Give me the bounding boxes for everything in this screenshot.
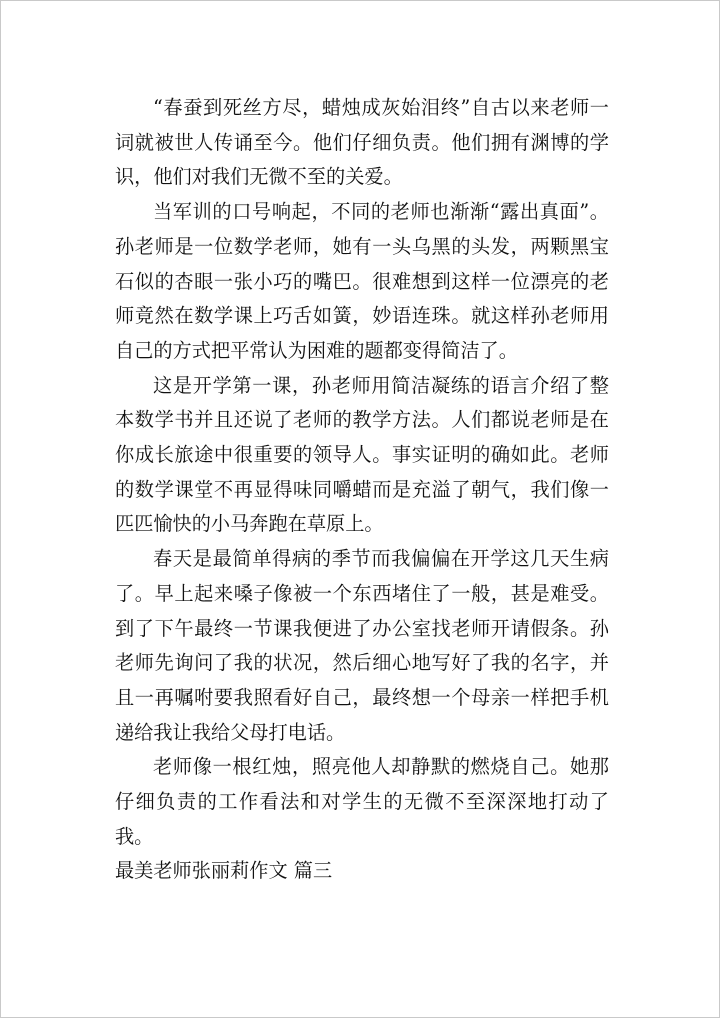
paragraph-4: 春天是最简单得病的季节而我偏偏在开学这几天生病了。早上起来嗓子像被一个东西堵住了一般，甚是难受。到了下午最终一节课我便进了办公室找老师开请假条。孙老师先询问了我的状况，然后细心地写好了我的名字，并且一再嘱咐要我照看好自己，最终想一个母亲一样把手机递给我让我给父母打电话。 — [115, 547, 609, 744]
document-body — [115, 91, 609, 889]
paragraph-2: 当军训的口号响起，不同的老师也渐渐“露出真面”。孙老师是一位数学老师，她有一头乌黑的头发，两颗黑宝石似的杏眼一张小巧的嘴巴。很难想到这样一位漂亮的老师竟然在数学课上巧舌如簧，妙语连珠。就这样孙老师用自己的方式把平常认为困难的题都变得简洁了。 — [115, 200, 609, 362]
paragraph-1: “春蚕到死丝方尽，蜡烛成灰始泪终”自古以来老师一词就被世人传诵至今。他们仔细负责。他们拥有渊博的学识，他们对我们无微不至的关爱。 — [115, 96, 609, 189]
paragraph-5: 老师像一根红烛，照亮他人却静默的燃烧自己。她那仔细负责的工作看法和对学生的无微不至深深地打动了我。 — [115, 755, 609, 848]
section-heading: 最美老师张丽莉作文 篇三 — [115, 859, 333, 883]
paragraph-3: 这是开学第一课，孙老师用简洁凝练的语言介绍了整本数学书并且还说了老师的教学方法。人们都说老师是在你成长旅途中很重要的领导人。事实证明的确如此。老师的数学课堂不再显得味同嚼蜡而是充溢了朝气，我们像一匹匹愉快的小马奔跑在草原上。 — [115, 373, 609, 536]
